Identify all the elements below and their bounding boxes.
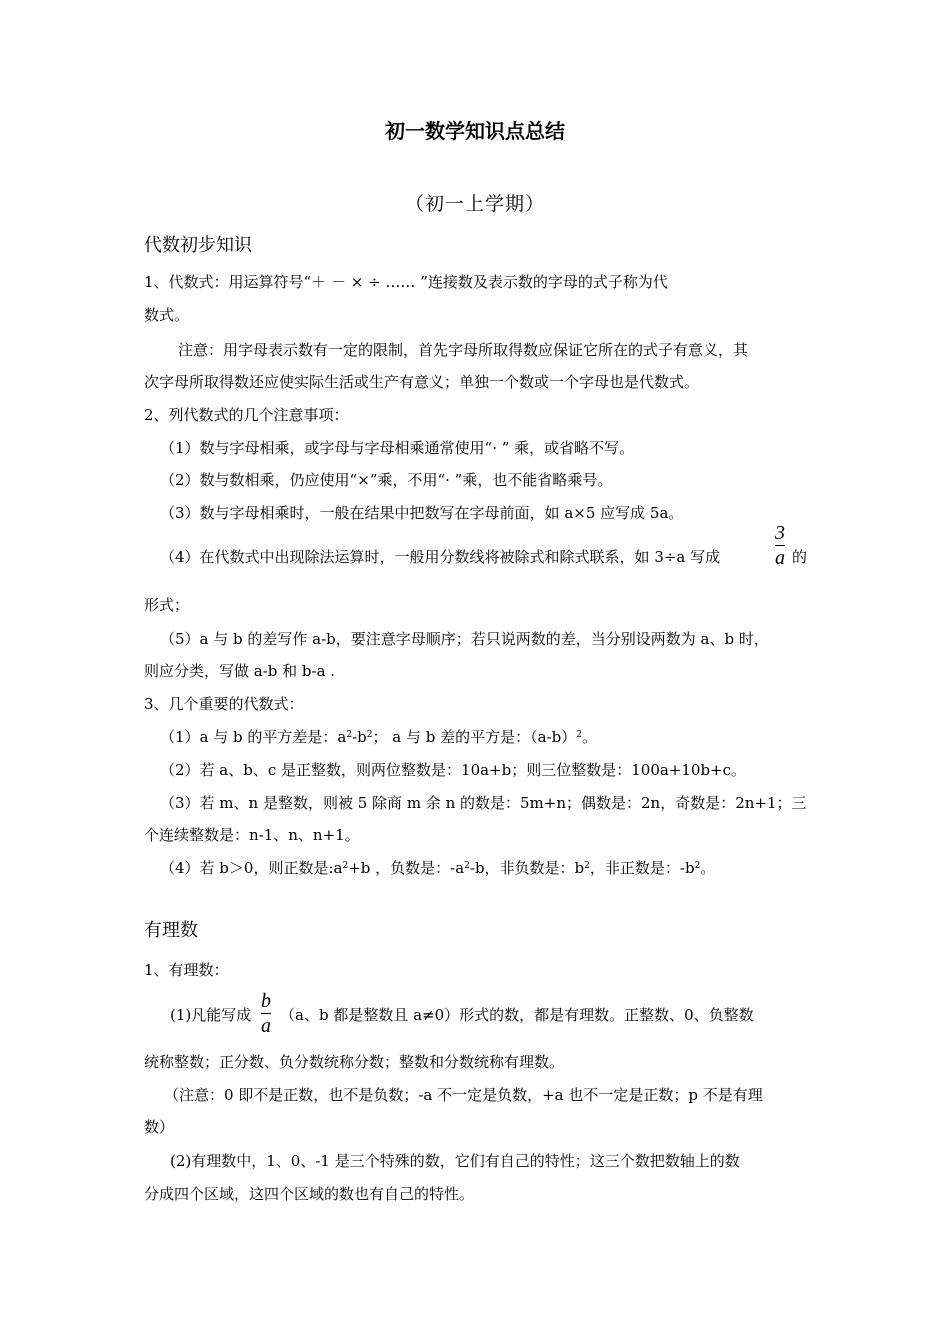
text-run: -b <box>352 728 367 746</box>
list-item-text: （a、b 都是整数且 a≠0）形式的数，都是有理数。正整数、0、负整数 <box>280 1006 754 1024</box>
text-run: 。 <box>700 859 716 877</box>
text-run: ，非正数是：-b <box>589 859 695 877</box>
paragraph-line: 分成四个区域，这四个区域的数也有自己的特性。 <box>144 1185 475 1203</box>
list-item-text: (1)凡能写成 <box>170 1006 252 1024</box>
section-heading-rational-numbers: 有理数 <box>144 920 198 941</box>
fraction-denominator: a <box>261 1015 271 1037</box>
list-item: （3）数与字母相乘时，一般在结果中把数写在字母前面，如 a×5 应写成 5a。 <box>160 504 684 522</box>
text-run: 。 <box>581 728 597 746</box>
fraction-numerator: b <box>261 990 271 1012</box>
note-line: 次字母所取得数还应使实际生活或生产有意义；单独一个数或一个字母也是代数式。 <box>144 373 700 391</box>
list-item <box>160 547 720 567</box>
text-run: +b ，负数是：-a <box>348 859 465 877</box>
superscript: 2 <box>342 861 349 871</box>
paragraph-line: 数式。 <box>144 306 190 324</box>
fraction-denominator: a <box>775 547 785 569</box>
text-run: -b，非负数是：b <box>469 859 585 877</box>
list-item-text: 的 <box>792 548 808 566</box>
superscript: 2 <box>694 861 701 871</box>
superscript: 2 <box>464 861 470 871</box>
paragraph-line: 1、有理数： <box>144 961 229 979</box>
text-run: （4）若 b＞0，则正数是:a <box>160 859 343 877</box>
fraction-bar <box>261 1013 271 1014</box>
paragraph-line: 形式； <box>144 596 190 614</box>
paragraph-line: 1、代数式：用运算符号“＋ － × ÷ …… ”连接数及表示数的字母的式子称为代 <box>144 273 668 291</box>
list-item-text: （4）在代数式中出现除法运算时，一般用分数线将被除式和除式联系，如 3÷a 写成 <box>160 548 721 566</box>
fraction-bar <box>775 545 785 546</box>
paragraph-line: 3、几个重要的代数式： <box>144 695 304 713</box>
superscript: 2 <box>576 730 582 740</box>
section-heading-algebra: 代数初步知识 <box>144 235 252 256</box>
superscript: 2 <box>366 730 373 740</box>
text-run: ； a 与 b 差的平方是：（a-b） <box>372 728 577 746</box>
document-subtitle: （初一上学期） <box>404 193 545 215</box>
fraction-b-over-a <box>261 990 271 1037</box>
list-item: （1）数与字母相乘，或字母与字母相乘通常使用“· ” 乘，或省略不写。 <box>160 439 635 457</box>
superscript: 2 <box>346 730 353 740</box>
list-item: （3）若 m、n 是整数，则被 5 除商 m 余 n 的数是：5m+n；偶数是：2n，奇数是：2n+1；三 <box>160 794 807 812</box>
list-item: （2）若 a、b、c 是正整数，则两位整数是：10a+b；则三位整数是：100a+10b+c。 <box>160 761 747 779</box>
list-item <box>160 858 715 878</box>
note-line: 注意：用字母表示数有一定的限制，首先字母所取得数应保证它所在的式子有意义，其 <box>178 341 749 359</box>
list-item: （5）a 与 b 的差写作 a-b，要注意字母顺序；若只说两数的差，当分别设两数为 a、b 时， <box>160 630 769 648</box>
list-item: (2)有理数中，1、0、-1 是三个特殊的数，它们有自己的特性；这三个数把数轴上的数 <box>170 1152 740 1170</box>
paragraph-line: 则应分类，写做 a-b 和 b-a . <box>144 662 336 680</box>
fraction-numerator: 3 <box>775 522 785 544</box>
fraction-3-over-a <box>775 522 785 569</box>
note-line: 数） <box>144 1118 175 1136</box>
list-item: （2）数与数相乘，仍应使用“×”乘，不用“· ”乘，也不能省略乘号。 <box>160 471 613 489</box>
paragraph-line: 2、列代数式的几个注意事项： <box>144 406 349 424</box>
note-line: （注意：0 即不是正数，也不是负数；-a 不一定是负数，+a 也不一定是正数；p 不是有理 <box>164 1086 763 1104</box>
paragraph-line: 个连续整数是：n-1、n、n+1。 <box>144 826 360 844</box>
list-item <box>160 727 597 747</box>
document-title: 初一数学知识点总结 <box>385 119 565 143</box>
paragraph-line: 统称整数；正分数、负分数统称分数；整数和分数统称有理数。 <box>144 1053 565 1071</box>
superscript: 2 <box>584 861 590 871</box>
text-run: （1）a 与 b 的平方差是：a <box>160 728 347 746</box>
